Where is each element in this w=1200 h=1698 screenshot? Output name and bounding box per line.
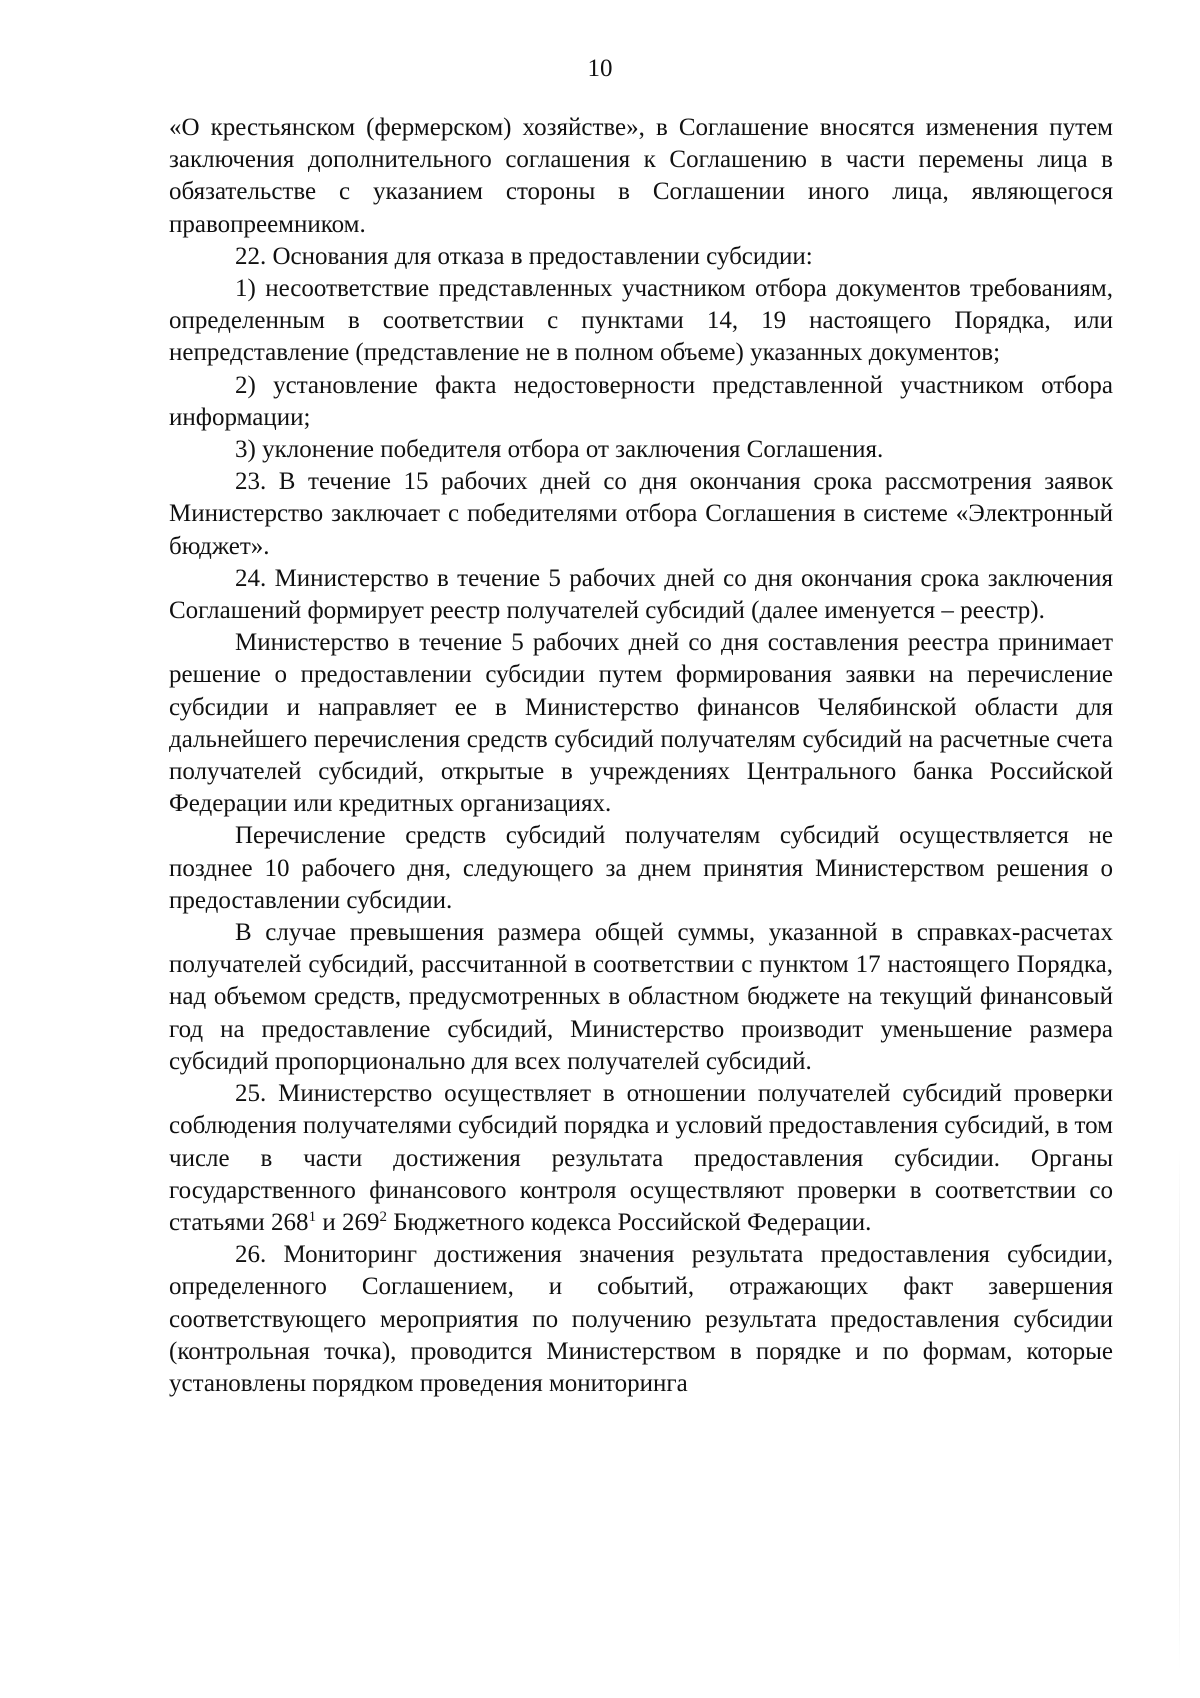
paragraph-24: 24. Министерство в течение 5 рабочих дней со дня окончания срока заключения Соглашений формирует реестр получателей субсидий (далее именуется – реестр). [169, 564, 1113, 625]
paragraph-25-text-b: и 269 [316, 1208, 380, 1236]
paragraph-24-transfer: Перечисление средств субсидий получателям субсидий осуществляется не позднее 10 рабочего дня, следующего за днем принятия Министерством решения о предоставлении субсидии. [169, 822, 1113, 914]
superscript-1: 1 [308, 1208, 317, 1225]
paragraph-24-decision: Министерство в течение 5 рабочих дней со дня составления реестра принимает решение о предоставлении субсидии путем формирования заявки на перечисление субсидии и направляет ее в Министерство финансов Челябинской области для дальнейшего перечисления средств субсидий получателям субсидий на расчетные счета получателей субсидий, открытые в учреждениях Центрального банка Российской Федерации или кредитных организациях. [169, 629, 1113, 818]
scan-edge-mark [1179, 1150, 1180, 1670]
paragraph-22-item-2: 2) установление факта недостоверности представленной участником отбора информации; [169, 371, 1113, 431]
paragraph-22: 22. Основания для отказа в предоставлении субсидии: [235, 242, 813, 270]
page-number: 10 [587, 55, 613, 82]
paragraph-24-reduction: В случае превышения размера общей суммы, указанной в справках-расчетах получателей субсидий, рассчитанной в соответствии с пунктом 17 настоящего Порядка, над объемом средств, предусмотренных в областном бюджете на текущий финансовый год на предоставление субсидий, Министерство производит уменьшение размера субсидий пропорционально для всех получателей субсидий. [169, 919, 1113, 1075]
superscript-2: 2 [379, 1208, 387, 1225]
paragraph-26: 26. Мониторинг достижения значения результата предоставления субсидии, определенного Соглашением, и событий, отражающих факт завершения соответствующего мероприятия по получению результата предоставления субсидии (контрольная точка), проводится Министерством в порядке и по формам, которые установлены порядком проведения мониторинга [169, 1241, 1113, 1397]
paragraph-25-text-a: 25. Министерство осуществляет в отношении получателей субсидий проверки соблюдения получателями субсидий порядка и условий предоставления субсидий, в том числе в части достижения результата предоставления субсидии. Органы государственного финансового контроля осуществляют проверки в соответствии со статьями 268 [169, 1080, 1113, 1236]
document-body [169, 112, 1113, 1400]
paragraph-continuation: «О крестьянском (фермерском) хозяйстве», в Соглашение вносятся изменения путем заключения дополнительного соглашения к Соглашению в части перемены лица в обязательстве с указанием стороны в Соглашении иного лица, являющегося правопреемником. [169, 114, 1113, 238]
paragraph-23: 23. В течение 15 рабочих дней со дня окончания срока рассмотрения заявок Министерство заключает с победителями отбора Соглашения в системе «Электронный бюджет». [169, 468, 1113, 560]
paragraph-22-item-1: 1) несоответствие представленных участником отбора документов требованиям, определенным в соответствии с пунктами 14, 19 настоящего Порядка, или непредставление (представление не в полном объеме) указанных документов; [169, 275, 1113, 367]
paragraph-25 [169, 1078, 1113, 1239]
paragraph-22-item-3: 3) уклонение победителя отбора от заключения Соглашения. [235, 436, 884, 464]
paragraph-25-text-c: Бюджетного кодекса Российской Федерации. [386, 1208, 872, 1236]
